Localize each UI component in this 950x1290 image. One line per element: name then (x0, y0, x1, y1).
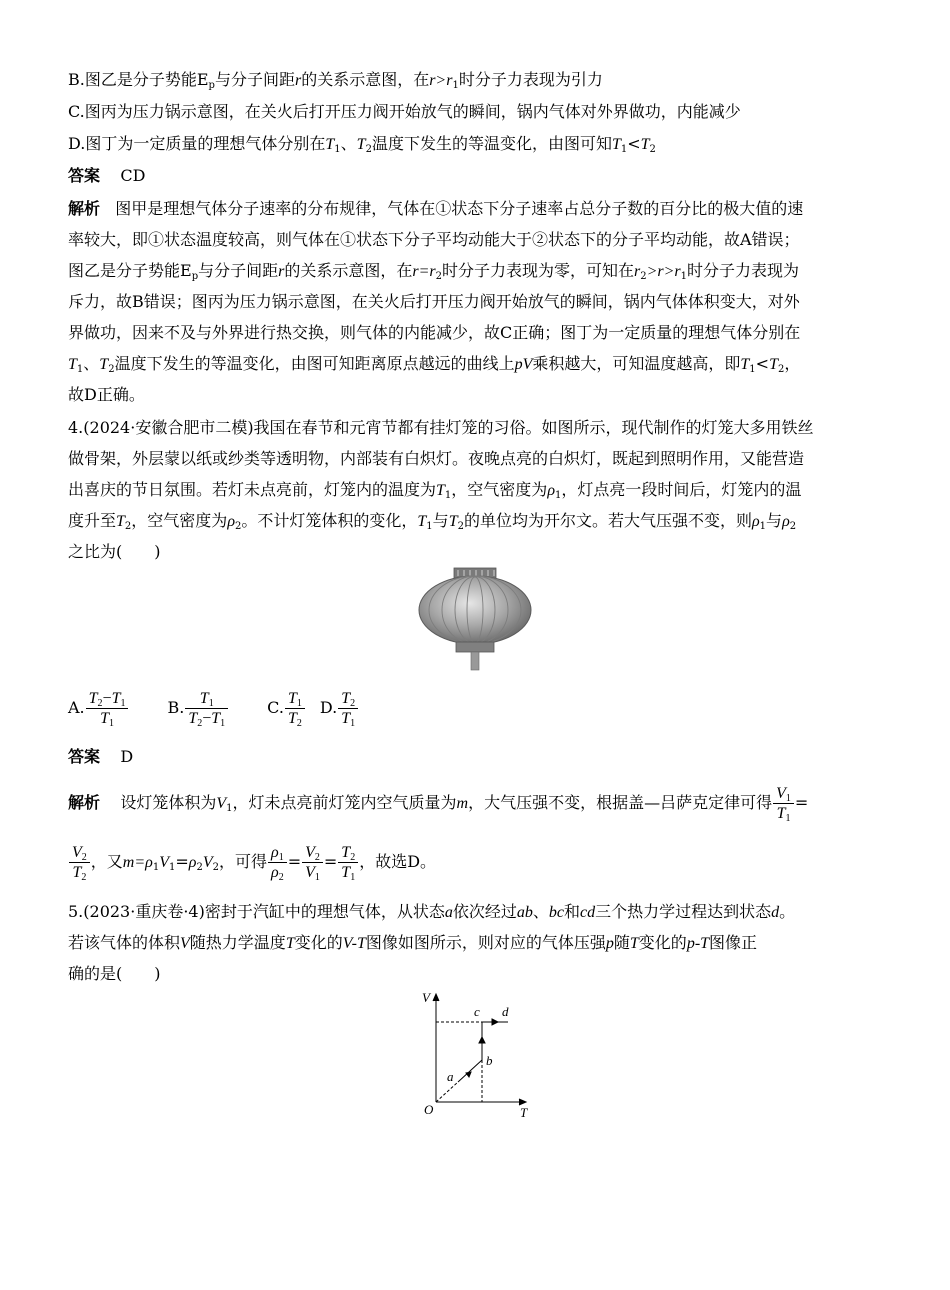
q3-analysis-line: 解析 图甲是理想气体分子速率的分布规律，气体在①状态下分子速率占总分子数的百分比的极大值的速 (68, 199, 804, 218)
q5-stem-line: 确的是( ) (68, 964, 161, 983)
q4-stem-line: 做骨架，外层蒙以纸或纱类等透明物，内部装有白炽灯。夜晚点亮的白炽灯，既起到照明作用，又能营造 (68, 449, 805, 468)
v-axis-label: V (422, 990, 430, 1005)
q3-option-b: B.图乙是分子势能$E_p$与分子间距r的关系示意图，在$r>r_1$时分子力表现为引力 (68, 70, 603, 91)
q3-option-c: C.图丙为压力锅示意图，在关火后打开压力阀开始放气的瞬间，锅内气体对外界做功，内能减少 (68, 102, 741, 121)
q5-stem-line: 若该气体的体积V随热力学温度T变化的V-T图像如图所示，则对应的气体压强p随T变化的p-T图像正 (68, 933, 758, 952)
point-c-label: c (474, 1004, 480, 1019)
process-ab (458, 1060, 482, 1082)
q4-stem-line: 度升至$T_2$，空气密度为$\rho_2$。不计灯笼体积的变化，$T_1$与$T_2$的单位均为开尔文。若大气压强不变，则$\rho_1$与$\rho_2$ (68, 511, 797, 532)
dashed-origin-line (436, 1082, 458, 1102)
point-a-label: a (447, 1069, 454, 1084)
point-b-label: b (486, 1053, 493, 1068)
origin-label: O (424, 1102, 434, 1117)
q3-analysis-line: $T_1$、$T_2$温度下发生的等温变化，由图可知距离原点越远的曲线上pV乘积越大，可知温度越高，即$T_1<T_2$， (68, 354, 801, 375)
q4-stem-line: 之比为( ) (68, 542, 161, 561)
q3-analysis-line: 故D正确。 (68, 385, 145, 404)
t-axis-label: T (520, 1105, 528, 1120)
q4-analysis-line: 解析 设灯笼体积为$V_1$，灯未点亮前灯笼内空气质量为m，大气压强不变，根据盖—吕萨克定律可得 $\frac{V_1}{T_1}$ = (68, 785, 809, 824)
q3-option-d: D.图丁为一定质量的理想气体分别在$T_1$、$T_2$温度下发生的等温变化，由图可知$T_1<T_2$ (68, 134, 656, 155)
q3-analysis-line: 图乙是分子势能$E_p$与分子间距r的关系示意图，在$r=r_2$时分子力表现为零，可知在$r_2>r>r_1$时分子力表现为 (68, 261, 800, 282)
lantern-image (416, 566, 534, 672)
q4-option-c[interactable]: C. $\frac{T_1}{T_2}$ (267, 698, 306, 717)
q4-option-a[interactable]: A. $\frac{T_2-T_1}{T_1}$ (68, 698, 129, 717)
q4-option-d[interactable]: D. $\frac{T_2}{T_1}$ (320, 698, 359, 717)
q4-answer: 答案 D (68, 747, 134, 766)
q4-stem-line: 出喜庆的节日氛围。若灯未点亮前，灯笼内的温度为$T_1$，空气密度为$\rho_1$，灯点亮一段时间后，灯笼内的温 (68, 480, 802, 501)
q4-analysis-line: $\frac{V_2}{T_2}$ ，又$m=\rho_1V_1=\rho_2V_2$，可得 $\frac{\rho_1}{\rho_2}$ = $\frac{V_2}{V_1}$ = $\frac{T_2}{T_1}$ ，故选D。 (68, 836, 436, 888)
q4-option-b[interactable]: B. $\frac{T_1}{T_2-T_1}$ (167, 698, 229, 717)
q3-analysis-line: 率较大，即①状态温度较高，则气体在①状态下分子平均动能大于②状态下的分子平均动能，故A错误； (68, 230, 800, 249)
q3-answer: 答案 CD (68, 166, 146, 185)
q3-analysis-line: 界做功，因来不及与外界进行热交换，则气体的内能减少，故C正确；图丁为一定质量的理想气体分别在 (68, 323, 801, 342)
q3-analysis-line: 斥力，故B错误；图丙为压力锅示意图，在关火后打开压力阀开始放气的瞬间，锅内气体体积变大，对外 (68, 292, 800, 311)
q5-stem-line: 5.(2023·重庆卷·4)密封于汽缸中的理想气体，从状态a依次经过ab、bc和cd三个热力学过程达到状态d。 (68, 902, 796, 921)
point-d-label: d (502, 1004, 509, 1019)
q4-stem-line: 4.(2024·安徽合肥市二模)我国在春节和元宵节都有挂灯笼的习俗。如图所示，现代制作的灯笼大多用铁丝 (68, 418, 814, 437)
vt-graph (420, 990, 532, 1120)
q4-options (68, 683, 359, 733)
